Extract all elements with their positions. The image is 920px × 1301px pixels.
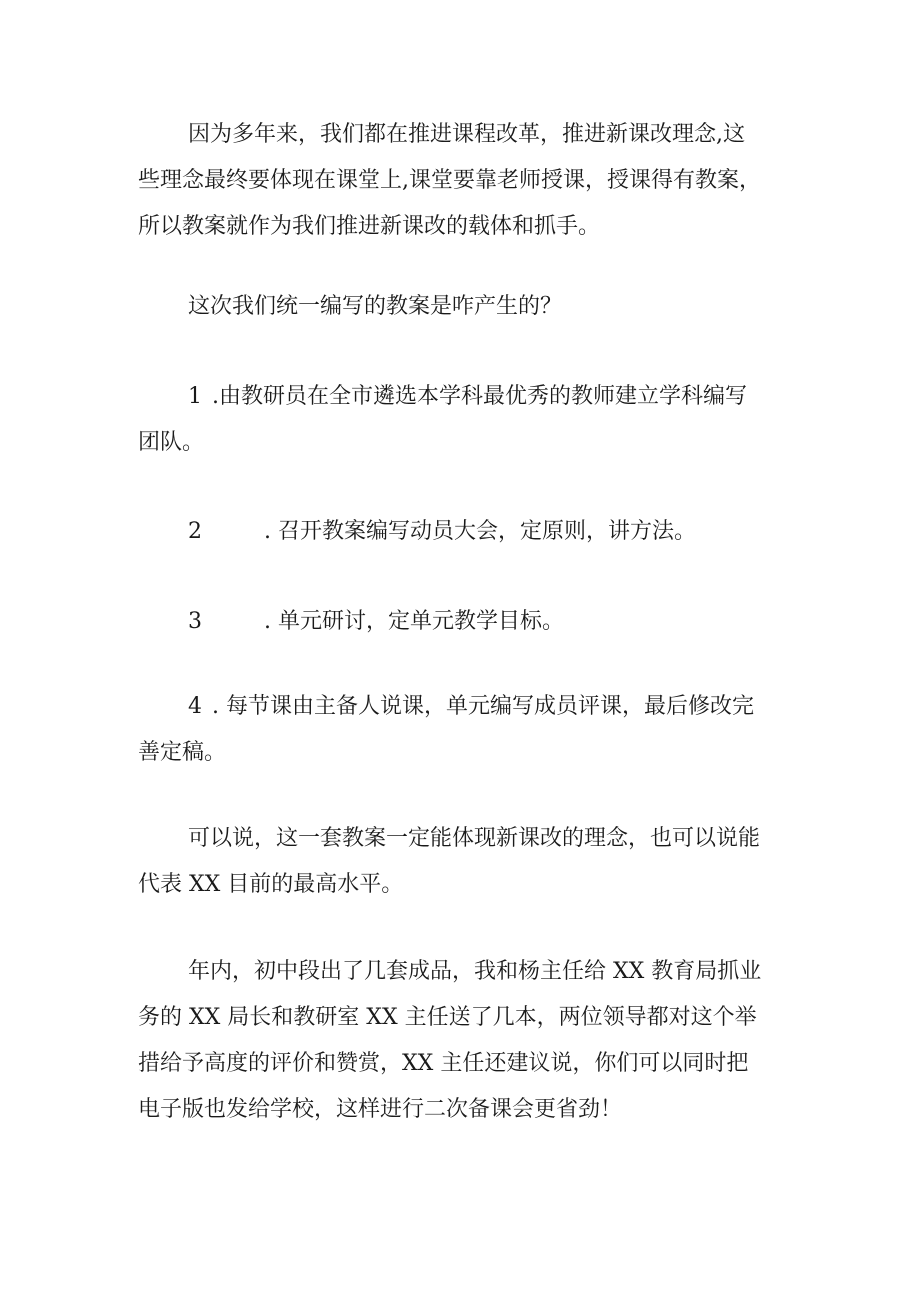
text-line — [138, 684, 788, 730]
paragraph-curriculum-reform — [138, 112, 788, 250]
list-number: 1 — [188, 384, 202, 409]
list-number: 4 — [188, 694, 202, 719]
text-line — [138, 599, 788, 645]
text-line: 年内，初中段出了几套成品，我和杨主任给 XX 教育局抓业 — [188, 959, 762, 984]
list-text: . 召开教案编写动员大会，定原则，讲方法。 — [264, 519, 696, 544]
list-item-3 — [138, 599, 788, 645]
text-line: 善定稿。 — [138, 740, 227, 765]
text-line: 务的 XX 局长和教研室 XX 主任送了几本，两位领导都对这个举 — [138, 1005, 757, 1030]
list-item-1 — [138, 374, 788, 466]
text-line: 代表 XX 目前的最高水平。 — [138, 872, 404, 897]
paragraph-quality — [138, 816, 788, 908]
text-line: 这次我们统一编写的教案是咋产生的？ — [188, 294, 563, 319]
text-line: 可以说，这一套教案一定能体现新课改的理念，也可以说能 — [188, 826, 761, 851]
paragraph-feedback — [138, 949, 788, 1133]
text-line: 些理念最终要体现在课堂上,课堂要靠老师授课，授课得有教案， — [138, 168, 761, 193]
text-line: 所以教案就作为我们推进新课改的载体和抓手。 — [138, 214, 601, 239]
text-line — [138, 374, 788, 420]
list-number: 3 — [188, 609, 202, 634]
paragraph-question — [138, 284, 788, 330]
list-text: . 单元研讨，定单元教学目标。 — [264, 609, 564, 634]
text-line: 因为多年来，我们都在推进课程改革，推进新课改理念,这 — [188, 122, 745, 147]
text-line: 措给予高度的评价和赞赏，XX 主任还建议说，你们可以同时把 — [138, 1051, 749, 1076]
list-item-4 — [138, 684, 788, 776]
list-item-2 — [138, 509, 788, 555]
list-number: 2 — [188, 519, 202, 544]
list-text: .由教研员在全市遴选本学科最优秀的教师建立学科编写 — [212, 384, 747, 409]
list-text: . 每节课由主备人说课，单元编写成员评课，最后修改完 — [212, 694, 754, 719]
text-line: 团队。 — [138, 430, 205, 455]
text-line: 电子版也发给学校，这样进行二次备课会更省劲！ — [138, 1097, 623, 1122]
text-line — [138, 509, 788, 555]
